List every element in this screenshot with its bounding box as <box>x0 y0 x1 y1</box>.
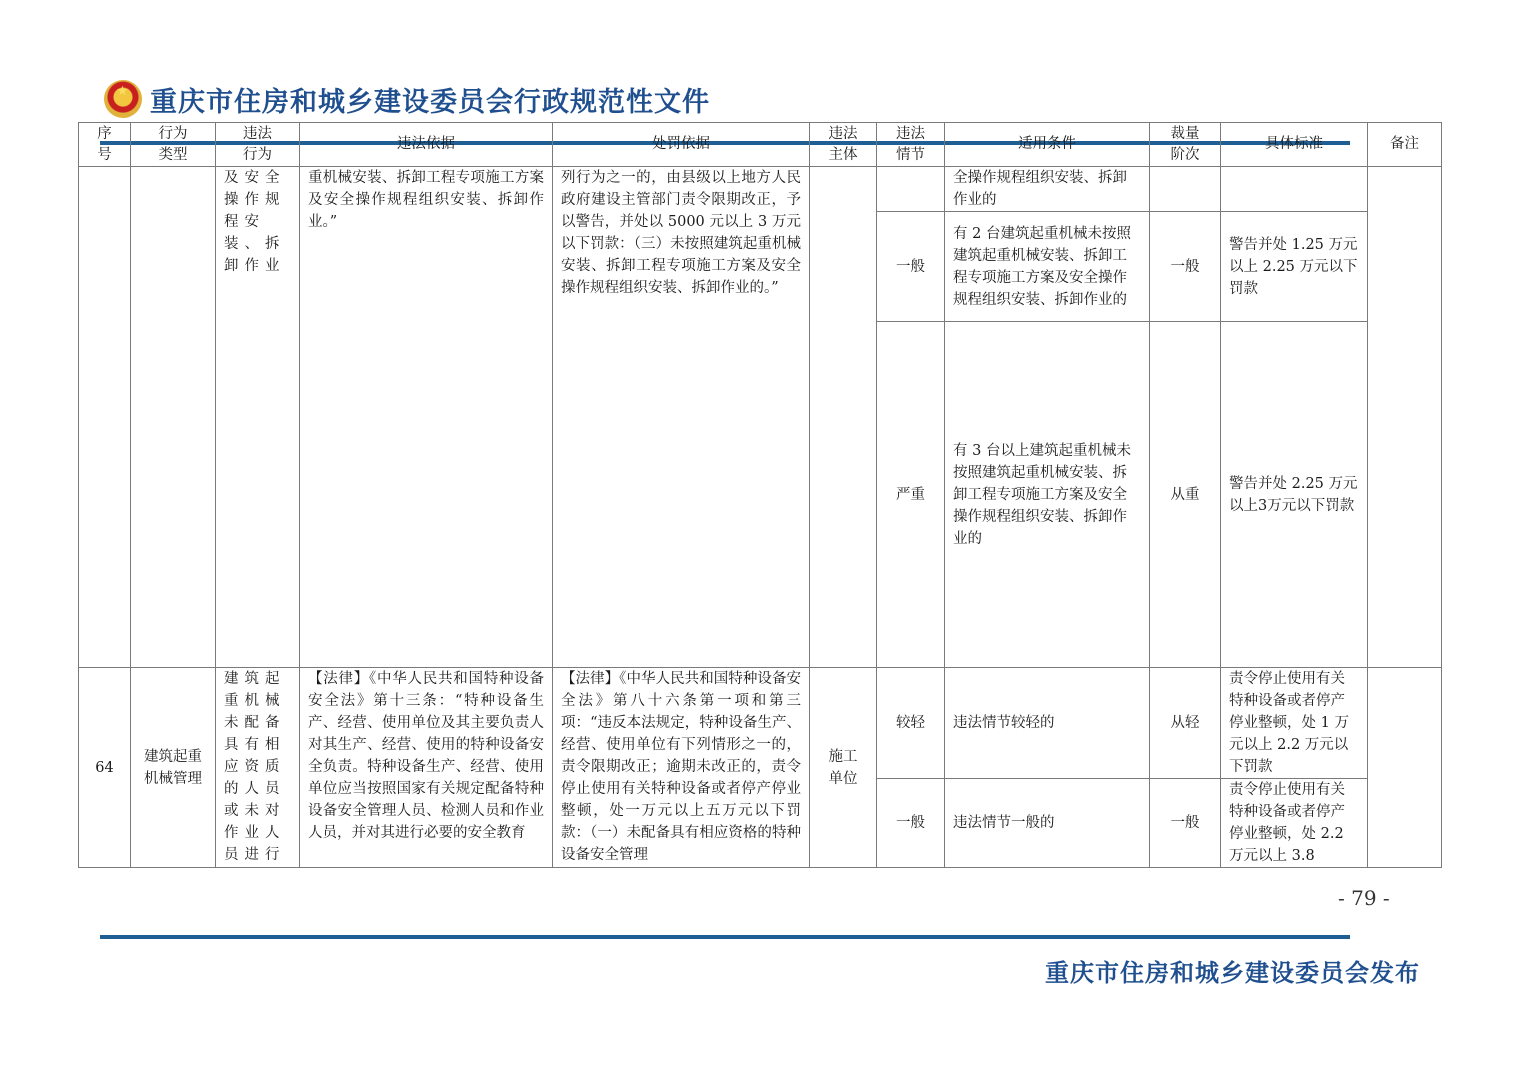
cell-number: 64 <box>79 668 131 868</box>
cell-condition: 有 2 台建筑起重机械未按照建筑起重机械安装、拆卸工程专项施工方案及安全操作规程组织安装、拆卸作业的 <box>945 212 1150 322</box>
col-header-circumstance: 违法 情节 <box>877 123 945 167</box>
col-header-number: 序 号 <box>79 123 131 167</box>
cell-condition: 违法情节一般的 <box>945 779 1150 868</box>
cell-basis: 重机械安装、拆卸工程专项施工方案及安全操作规程组织安装、拆卸作业。” <box>300 167 553 668</box>
cell-basis: 【法律】《中华人民共和国特种设备安全法》第十三条：“特种设备生产、经营、使用单位及其主要负责人对其生产、经营、使用的特种设备安全负责。特种设备生产、经营、使用单位应当按照国家有关规定配备特种设备安全管理人员、检测人员和作业人员，并对其进行必要的安全教育 <box>300 668 553 868</box>
cell-circumstance: 较轻 <box>877 668 945 779</box>
cell-condition: 全操作规程组织安装、拆卸作业的 <box>945 167 1150 212</box>
cell-level <box>1150 167 1221 212</box>
col-header-level: 裁量 阶次 <box>1150 123 1221 167</box>
cell-level: 一般 <box>1150 779 1221 868</box>
document-header <box>104 76 710 122</box>
cell-level: 从轻 <box>1150 668 1221 779</box>
cell-standard: 警告并处 2.25 万元以上3万元以下罚款 <box>1221 322 1368 668</box>
cell-condition: 有 3 台以上建筑起重机械未按照建筑起重机械安装、拆卸工程专项施工方案及安全操作规程组织安装、拆卸作业的 <box>945 322 1150 668</box>
cell-level: 从重 <box>1150 322 1221 668</box>
cell-remark <box>1368 668 1442 868</box>
cell-circumstance <box>877 167 945 212</box>
cell-type: 建筑起重机械管理 <box>131 668 216 868</box>
national-emblem-icon <box>104 80 142 118</box>
col-header-standard: 具体标准 <box>1221 123 1368 167</box>
header-title: 重庆市住房和城乡建设委员会行政规范性文件 <box>150 86 710 118</box>
table-header-row <box>79 123 1442 167</box>
col-header-penalty: 处罚依据 <box>553 123 810 167</box>
cell-standard <box>1221 167 1368 212</box>
cell-level: 一般 <box>1150 212 1221 322</box>
col-header-remark: 备注 <box>1368 123 1442 167</box>
footer-rule <box>100 935 1350 939</box>
cell-circumstance: 一般 <box>877 212 945 322</box>
cell-standard: 警告并处 1.25 万元以上 2.25 万元以下罚款 <box>1221 212 1368 322</box>
col-header-type: 行为 类型 <box>131 123 216 167</box>
cell-circumstance: 一般 <box>877 779 945 868</box>
cell-condition: 违法情节较轻的 <box>945 668 1150 779</box>
penalty-table <box>78 122 1442 868</box>
cell-number <box>79 167 131 668</box>
col-header-basis: 违法依据 <box>300 123 553 167</box>
col-header-condition: 适用条件 <box>945 123 1150 167</box>
cell-subject: 施工 单位 <box>810 668 877 868</box>
publisher-label: 重庆市住房和城乡建设委员会发布 <box>1045 959 1420 987</box>
cell-subject <box>810 167 877 668</box>
cell-type <box>131 167 216 668</box>
cell-circumstance: 严重 <box>877 322 945 668</box>
cell-behavior: 建筑起重机械未配备具有相应资质的人员或未对作业人员进行 <box>216 668 300 868</box>
cell-remark <box>1368 167 1442 668</box>
cell-standard: 责令停止使用有关特种设备或者停产停业整顿，处 1 万元以上 2.2 万元以下罚款 <box>1221 668 1368 779</box>
cell-penalty: 列行为之一的，由县级以上地方人民政府建设主管部门责令限期改正，予以警告，并处以 5000 元以上 3 万元以下罚款：（三）未按照建筑起重机械安装、拆卸工程专项施工方案及安全操作规程组织安装、拆卸作业的。” <box>553 167 810 668</box>
cell-penalty: 【法律】《中华人民共和国特种设备安全法》第八十六条第一项和第三项：“违反本法规定，特种设备生产、经营、使用单位有下列情形之一的，责令限期改正；逾期未改正的，责令停止使用有关特种设备或者停产停业整顿，处一万元以上五万元以下罚款：（一）未配备具有相应资格的特种设备安全管理 <box>553 668 810 868</box>
col-header-subject: 违法 主体 <box>810 123 877 167</box>
page-number: - 79 - <box>1338 886 1390 910</box>
cell-standard: 责令停止使用有关特种设备或者停产停业整顿，处 2.2 万元以上 3.8 <box>1221 779 1368 868</box>
cell-behavior: 及安全操作规程安装、拆卸作业 <box>216 167 300 668</box>
col-header-behavior: 违法 行为 <box>216 123 300 167</box>
table-row <box>79 668 1442 779</box>
table-row <box>79 167 1442 212</box>
